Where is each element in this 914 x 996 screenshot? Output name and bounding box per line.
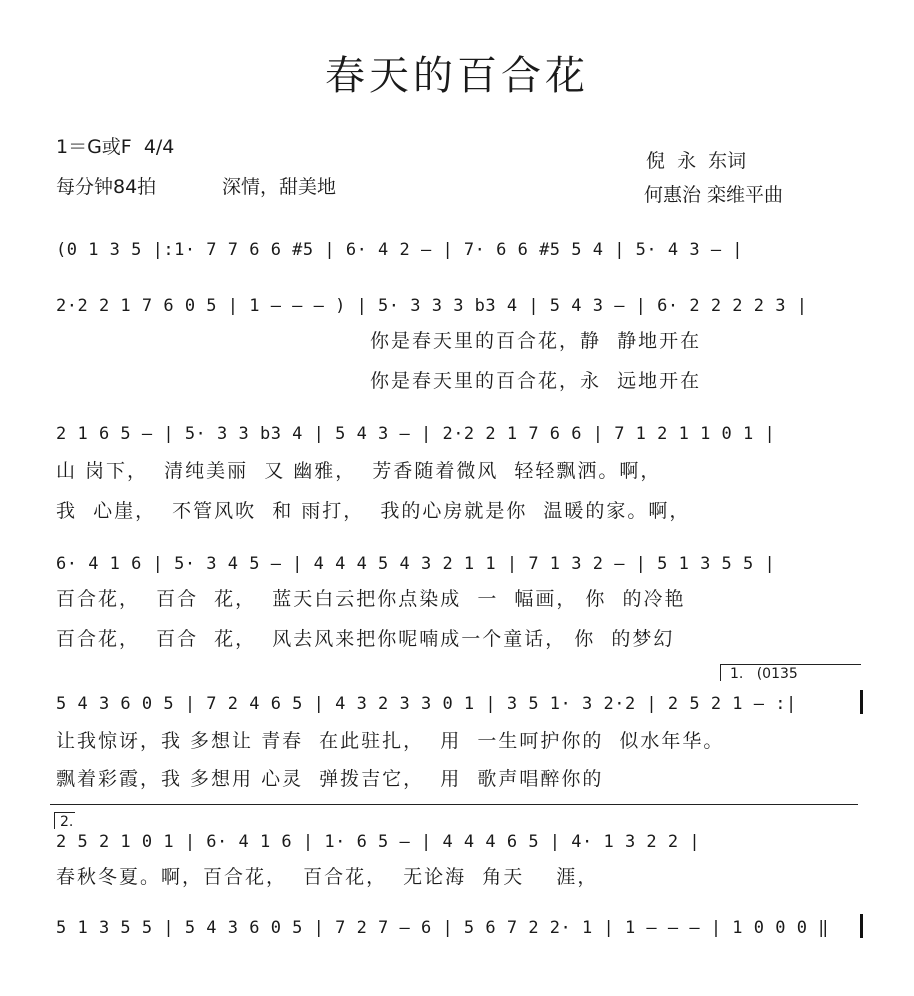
lyric-line-5-verse-1: 让我惊讶，我 多想让 青春 在此驻扎， 用 一生呵护你的 似水年华。 (56, 730, 725, 752)
song-title: 春天的百合花 (325, 53, 589, 99)
lyric-line-2-verse-2: 你是春天里的百合花，永 远地开在 (370, 370, 702, 392)
notation-line-2: 2·2 2 1 7 6 0 5 | 1 — — — ) | 5· 3 3 3 b3 4 | 5 4 3 — | 6· 2 2 2 2 3 | (56, 296, 808, 316)
lyric-line-5-verse-2: 飘着彩霞，我 多想用 心灵 弹拨吉它， 用 歌声唱醉你的 (56, 768, 604, 790)
lyric-line-2-verse-1: 你是春天里的百合花，静 静地开在 (370, 330, 702, 352)
lyric-line-3-verse-2: 我 心崖， 不管风吹 和 雨打， 我的心房就是你 温暖的家。啊， (56, 500, 691, 522)
key-signature: 1＝G或F 4/4 (56, 136, 175, 158)
notation-line-6: 2 5 2 1 0 1 | 6· 4 1 6 | 1· 6 5 — | 4 4 4 6 5 | 4· 1 3 2 2 | (56, 832, 701, 852)
lyric-line-4-verse-2: 百合花， 百合 花， 风去风来把你呢喃成一个童话， 你 的梦幻 (56, 628, 675, 650)
lyricist-credit: 倪 永 东词 (646, 150, 747, 172)
lyric-line-3-verse-1: 山 岗下， 清纯美丽 又 幽雅， 芳香随着微风 轻轻飘洒。啊， (56, 460, 662, 482)
repeat-barline (860, 690, 863, 714)
notation-line-7: 5 1 3 5 5 | 5 4 3 6 0 5 | 7 2 7 — 6 | 5 6 7 2 2· 1 | 1 — — — | 1 0 0 0 ‖ (56, 918, 829, 938)
notation-line-4: 6· 4 1 6 | 5· 3 4 5 — | 4 4 4 5 4 3 2 1 1 | 7 1 3 2 — | 5 1 3 5 5 | (56, 554, 776, 574)
tempo-marking: 每分钟84拍 (56, 176, 157, 198)
first-ending-label: 1. (0135 (730, 666, 798, 682)
second-ending-label: 2. (60, 814, 74, 830)
lyric-line-4-verse-1: 百合花， 百合 花， 蓝天白云把你点染成 一 幅画， 你 的冷艳 (56, 588, 686, 610)
second-ending-rule (50, 804, 858, 805)
notation-line-3: 2 1 6 5 — | 5· 3 3 b3 4 | 5 4 3 — | 2·2 2 1 7 6 6 | 7 1 2 1 1 0 1 | (56, 424, 776, 444)
notation-line-1: (0 1 3 5 |:1· 7 7 6 6 #5 | 6· 4 2 — | 7· 6 6 #5 5 4 | 5· 4 3 — | (56, 240, 744, 260)
final-barline (860, 914, 863, 938)
expression-marking: 深情，甜美地 (222, 176, 337, 198)
notation-line-5: 5 4 3 6 0 5 | 7 2 4 6 5 | 4 3 2 3 3 0 1 | 3 5 1· 3 2·2 | 2 5 2 1 — :| (56, 694, 797, 714)
composer-credit: 何惠治 栾维平曲 (644, 184, 784, 206)
lyric-line-6-verse-1: 春秋冬夏。啊，百合花， 百合花， 无论海 角天 涯， (56, 866, 599, 888)
